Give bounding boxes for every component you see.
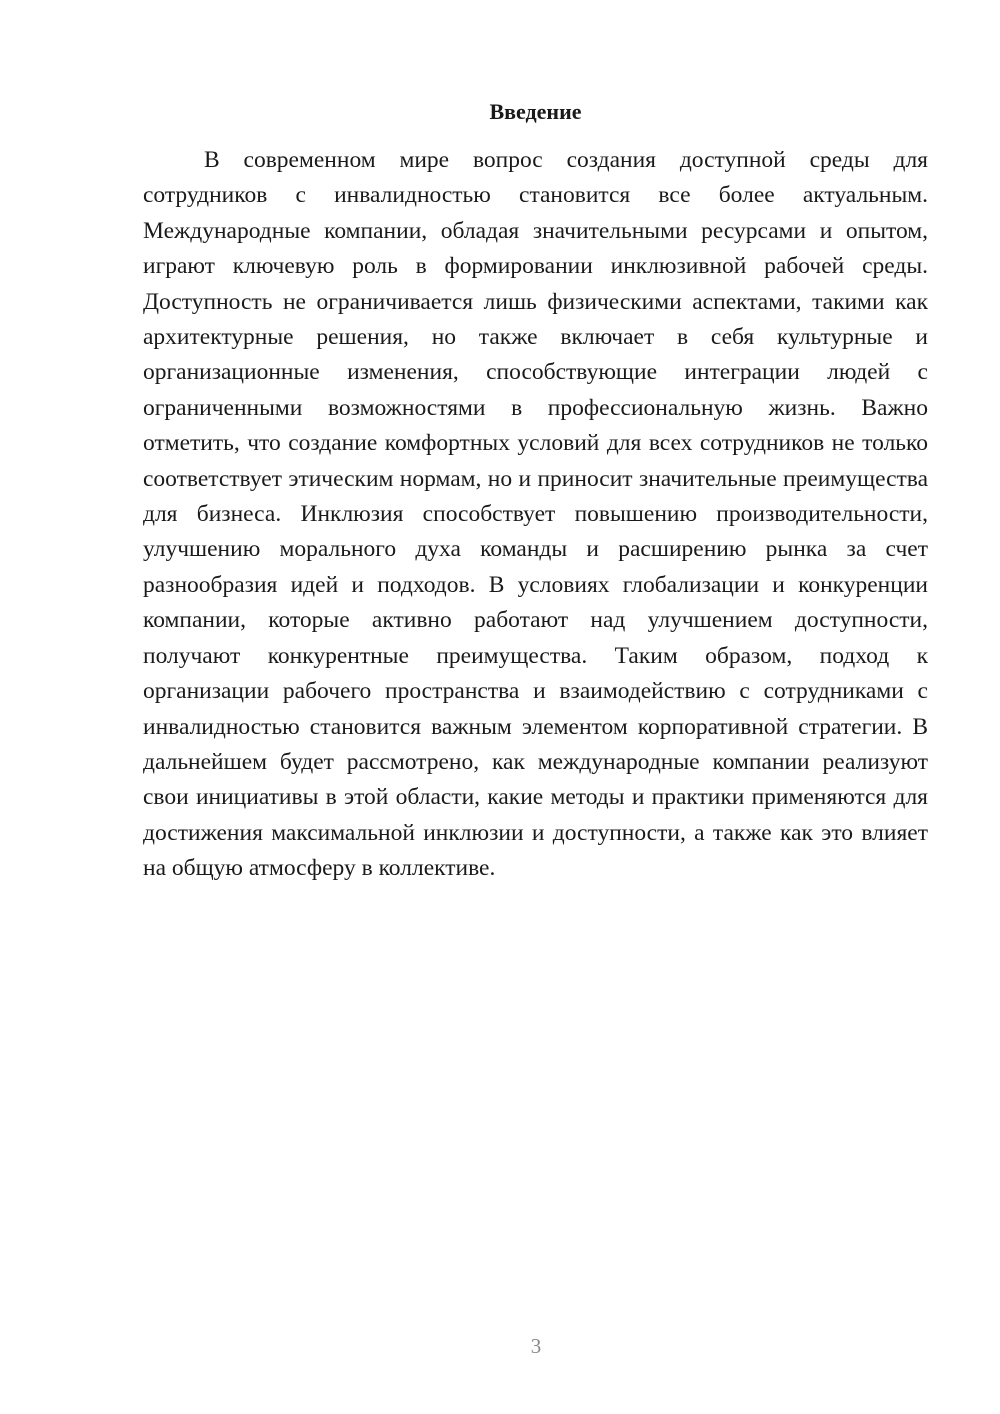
section-heading: Введение (489, 99, 582, 124)
page-number: 3 (530, 1334, 542, 1358)
body-paragraph: В современном мире вопрос создания доступной среды для сотрудников с инвалидностью становится все более актуальным. Международные компании, обладая значительными ресурсами и опытом, играют ключевую роль в формировании инклюзивной рабочей среды. Доступность не ограничивается лишь физическими аспектами, такими как архитектурные решения, но также включает в себя культурные и организационные изменения, способствующие интеграции людей с ограниченными возможностями в профессиональную жизнь. Важно отметить, что создание комфортных условий для всех сотрудников не только соответствует этическим нормам, но и приносит значительные преимущества для бизнеса. Инклюзия способствует повышению производительности, улучшению морального духа команды и расширению рынка за счет разнообразия идей и подходов. В условиях глобализации и конкуренции компании, которые активно работают над улучшением доступности, получают конкурентные преимущества. Таким образом, подход к организации рабочего пространства и взаимодействию с сотрудниками с инвалидностью становится важным элементом корпоративной стратегии. В дальнейшем будет рассмотрено, как международные компании реализуют свои инициативы в этой области, какие методы и практики применяются для достижения максимальной инклюзии и доступности, а также как это влияет на общую атмосферу в коллективе. (143, 147, 928, 882)
